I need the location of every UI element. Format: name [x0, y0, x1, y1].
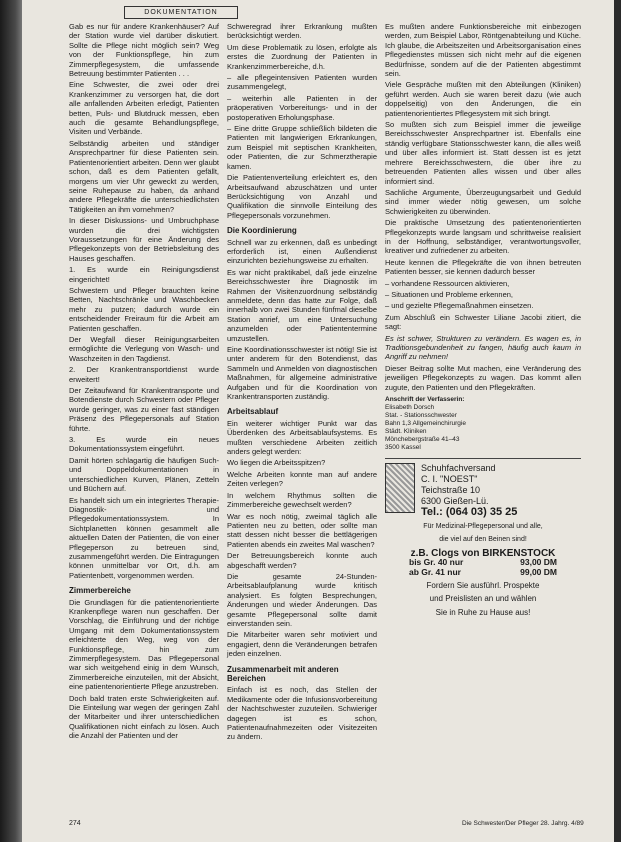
paragraph: 2. Der Krankentransportdienst wurde erweitert! — [69, 365, 219, 384]
ad-tagline: die viel auf den Beinen sind! — [439, 536, 527, 544]
paragraph: Es mußten andere Funktionsbereiche mit einbezogen werden, zum Beispiel Labor, Röntgenabteilung und Küche. Ich glaube, die Arbeitszeiten und Arbeitsorganisation eines Pflegedienstes müssen sich nicht mehr auf die eigenen Bedürfnisse, sondern auf die der Patienten abgestimmt sein. — [385, 22, 581, 79]
paragraph: Eine Koordinationsschwester ist nötig! Sie ist unter anderem für den Botendienst, das Sammeln und Anmelden von diagnostischen Maßnahmen, für allgemeine administrative Aufgaben und für die Koordination von Krankentransporten zuständig. — [227, 345, 377, 402]
paragraph: Die Grundlagen für die patientenorientierte Krankenpflege waren nun geschaffen. Der Vorschlag, die Einführung und der richtige Umgang mit dem Dokumentationssystem erleichterte den Weg, weg von der Funktionspflege, hin zum Zimmerpflegesystem. Das Pflegepersonal war sich weitgehend einig in dem Wunsch, Zimmerbereiche einzuteilen, mit der Absicht, eine patientenorientierte Pflege anzustreben. — [69, 597, 219, 692]
paragraph: Damit hörten schlagartig die häufigen Such- und Doppeldokumentationen in unterschiedlichen Kurven, Plänen, Zetteln und Büchern auf. — [69, 455, 219, 494]
ad-telephone: Tel.: (064 03) 35 25 — [421, 506, 518, 519]
paragraph: 3. Es wurde ein neues Dokumentationssystem eingeführt. — [69, 435, 219, 454]
list-item: – vorhandene Ressourcen aktivieren, — [385, 278, 510, 288]
advertisement — [385, 458, 581, 617]
ad-closing: Fordern Sie ausführl. Prospekte — [426, 581, 540, 591]
subheading-arbeitsablauf: Arbeitsablauf — [227, 407, 279, 417]
section-header: DOKUMENTATION — [124, 6, 238, 19]
paragraph: Heute kennen die Pflegekräfte die von ihnen betreuten Patienten besser, sie kennen dadurch besser — [385, 257, 581, 277]
price-label: ab Gr. 41 nur — [409, 566, 461, 577]
paragraph: Einfach ist es noch, das Stellen der Medikamente oder die Infusionsvorbereitung der Nachtschwester zuzuteilen. Schwieriger dagegen ist es schon, Patientenaufnahmezeiten oder Visitezeiten zu ändern. — [227, 685, 377, 742]
paragraph: Die gesamte 24-Stunden-Arbeitsablaufplanung wurde kritisch analysiert. Es folgten Besprechungen, Änderungen und wieder Änderungen. Das gesamte Pflegepersonal sollte damit einverstanden sein. — [227, 571, 377, 628]
paragraph: Schnell war zu erkennen, daß es unbedingt erforderlich ist, einen Außendienst einzurichten beziehungsweise zu erhalten. — [227, 237, 377, 266]
paragraph: Der Wegfall dieser Reinigungsarbeiten ermöglichte die Verlegung von Wasch- und Waschzeiten in den Tagdienst. — [69, 335, 219, 363]
paragraph: Doch bald traten erste Schwierigkeiten auf. Die Einteilung war wegen der geringen Zahl der Mitarbeiter und ihrer unterschiedlichen Qualifikationen nicht einfach zu lösen. Auch die Anzahl der Patienten und der — [69, 693, 219, 741]
ad-line: 6300 Gießen-Lü. — [421, 496, 489, 507]
footprint-icon — [385, 463, 415, 513]
price-value: 99,00 DM — [520, 566, 557, 577]
column-2 — [227, 22, 377, 744]
paragraph: Die Patientenverteilung erleichtert es, den Arbeitsaufwand abzuschätzen und unter Berücksichtigung von Anzahl und Qualifikation die sinnvolle Einteilung des Pflegepersonals vorzunehmen. — [227, 173, 377, 220]
paragraph: Die Mitarbeiter waren sehr motiviert und engagiert, denn die Veränderungen betrafen jeden einzelnen. — [227, 630, 377, 659]
paragraph: Der Betreuungsbereich konnte auch abgeschafft werden? — [227, 551, 377, 570]
paragraph: Es war nicht praktikabel, daß jede einzelne Bereichsschwester ihre Diagnostik im Rahmen der Visitenzuordnung selbständig anmeldete, denn das hatte zur Folge, daß innerhalb von zwei Stunden fünfmal dieselbe Station anrief, um eine Untersuchung anzumelden oder Patiententermine umzustellen. — [227, 267, 377, 343]
address-line: Stat. - Stationsschwester — [385, 412, 457, 420]
ad-line: Teichstraße 10 — [421, 485, 481, 496]
paragraph: Um diese Problematik zu lösen, erfolgte als erstes die Zuordnung der Patienten in Krankenzimmerbereiche, d.h. — [227, 42, 377, 71]
price-label: bis Gr. 40 nur — [409, 557, 464, 568]
book-spine — [0, 0, 22, 842]
paragraph: 1. Es wurde ein Reinigungsdienst eingerichtet! — [69, 265, 219, 284]
list-item: – und gezielte Pflegemaßnahmen einsetzen. — [385, 301, 534, 311]
address-title: Anschrift der Verfasserin: — [385, 396, 465, 404]
journal-footer: Die Schwester/Der Pfleger 28. Jahrg. 4/89 — [462, 820, 584, 827]
document-page — [22, 0, 614, 842]
paragraph: Eine Schwester, die zwei oder drei Krankenzimmer zu versorgen hat, die dort alle anfallenden Arbeiten erledigt, Patienten betten, Puls- und Blutdruck messen, eben auch die gesamte Behandlungspflege, Visiten und Verbände. — [69, 80, 219, 137]
paragraph: Welche Arbeiten konnte man auf andere Zeiten verlegen? — [227, 469, 377, 489]
address-line: 3500 Kassel — [385, 444, 421, 452]
author-address — [385, 396, 581, 452]
list-item: – Eine dritte Gruppe schließlich bildeten die Patienten mit langwierigen Erkrankungen, zum Beispiel mit septischen Krankheiten, oder Patienten, die zur Schmerztherapie kamen. — [227, 124, 377, 171]
paragraph: In dieser Diskussions- und Umbruchphase wurden die drei wichtigsten Voraussetzungen für eine Änderung des Pflegekonzepts von der Betriebsleitung des Hauses geschaffen. — [69, 216, 219, 263]
paragraph: War es noch nötig, zweimal täglich alle Patienten neu zu betten, oder sollte man statt dessen nicht besser die bettlägerigen Patienten abends ein zweites Mal waschen? — [227, 511, 377, 549]
ad-tagline: Für Medizinal-Pflegepersonal und alle, — [423, 523, 543, 531]
quote: Es ist schwer, Strukturen zu verändern. Es wagen es, in Traditionsgebundenheit zu fangen, häufig auch kaum in Angriff zu nehmen! — [385, 333, 581, 362]
subheading-koordinierung: Die Koordinierung — [227, 226, 297, 236]
paragraph: In welchem Rhythmus sollten die Zimmerbereiche gewechselt werden? — [227, 490, 377, 510]
list-item: – weiterhin alle Patienten in der präoperativen Vorbereitungs- und in der postoperativen Erholungsphase. — [227, 93, 377, 122]
paragraph: Ein weiterer wichtiger Punkt war das Überdenken des Arbeitsablaufsystems. Es mußten verschiedene Arbeiten zeitlich anders gelegt werden: — [227, 418, 377, 457]
ad-brand: z.B. Clogs von BIRKENSTOCK — [410, 547, 556, 559]
paragraph: Zum Abschluß ein Schwester Liliane Jacobi zitiert, die sagt: — [385, 312, 581, 332]
ad-closing: und Preislisten an und wählen — [429, 594, 537, 604]
paragraph: Viele Gespräche mußten mit den Abteilungen (Kliniken) geführt werden. Auch sie waren bereit dazu (wie auch doppelseitig) von den Änderungen, die ein patientenorientiertes Pflegesystem mit sich bringt. — [385, 80, 581, 118]
address-line: Elisabeth Dorsch — [385, 404, 435, 412]
paragraph: Gab es nur für andere Krankenhäuser? Auf der Station wurde viel darüber diskutiert. Sollte die Pflege nicht möglich sein? Weg von der Funktionspflege, hin zum Zimmerpflegesystem, die umfassende Betreuung bestimmter Patienten . . . — [69, 22, 219, 79]
price-row — [385, 568, 581, 577]
paragraph: So mußten sich zum Beispiel immer die jeweilige Bereichsschwester Ansprechpartner ist. Ebenfalls eine ständig verfügbare Stationsschwester kann, die alles weiß und über alles informiert ist. Statt dessen ist es jetzt mehrere Bereichsschwestern, die über ihre zu betreuenden Patienten alles wissen und über alles informiert sind. — [385, 120, 581, 186]
paragraph: Der Zeitaufwand für Krankentransporte und Botendienste durch Schwestern oder Pfleger wurde geringer, was zu einer fast ständigen Präsenz des Pflegepersonals auf Station führte. — [69, 386, 219, 433]
column-3 — [385, 22, 581, 617]
subheading-zusammenarbeit: Zusammenarbeit mit anderen Bereichen — [227, 664, 339, 683]
address-line: Städt. Kliniken — [385, 428, 427, 436]
page-number: 274 — [69, 820, 81, 827]
address-line: Mönchebergstraße 41–43 — [385, 436, 460, 444]
paragraph: Sachliche Argumente, Überzeugungsarbeit und Geduld sind immer wieder nötig gewesen, um solche Schwierigkeiten zu überwinden. — [385, 187, 581, 216]
ad-header — [385, 463, 581, 518]
ad-closing: Sie in Ruhe zu Hause aus! — [435, 607, 531, 617]
price-value: 93,00 DM — [520, 557, 557, 568]
list-item: – Situationen und Probleme erkennen, — [385, 289, 514, 299]
ad-address — [421, 463, 517, 518]
list-item: – alle pflegeintensiven Patienten wurden zusammengelegt, — [227, 73, 377, 92]
paragraph: Dieser Beitrag sollte Mut machen, eine Veränderung des jeweiligen Pflegekonzepts zu wagen. Das kommt allen zugute, den Patienten und den Pflegekräften. — [385, 363, 581, 392]
column-1 — [69, 22, 219, 743]
ad-line: Schuhfachversand — [421, 463, 496, 474]
paragraph: Selbständig arbeiten und ständiger Ansprechpartner für diese Patienten sein. Patientenorientiert arbeiten. Denn wer glaubt schon, daß es dem Patienten gefällt, morgens um vier Uhr geweckt zu werden, seine Ruhepause zu haben, da anhand andere Pflegekräfte die unterschiedlichsten Tätigkeiten an ihm vornehmen? — [69, 138, 219, 214]
subheading-zimmerbereiche: Zimmerbereiche — [69, 586, 131, 596]
ad-line: C. I. "NOEST" — [421, 474, 478, 485]
paragraph: Es handelt sich um ein integriertes Therapie-Diagnostik- und Pflegedokumentationssystem. In Sichtplanetten können gesammelt alle aktuellen Daten der Patienten, die von einer Pflegeperson zu betreuen sind, zusammengeführt werden. Die Eintragungen können unmittelbar vor Ort, d.h. am Patientenbett, vorgenommen werden. — [69, 495, 219, 580]
paragraph: Die praktische Umsetzung des patientenorientierten Pflegekonzepts wurde langsam und schrittweise realisiert in der Hoffnung, selbständiger, verantwortungsvoller, kreativer und zufriedener zu arbeiten. — [385, 218, 581, 256]
paragraph: Schweregrad ihrer Erkrankung mußten berücksichtigt werden. — [227, 22, 377, 41]
paragraph: Schwestern und Pfleger brauchten keine Betten, Nachtschränke und Waschbecken mehr zu putzen; dadurch wurde ein entscheidender Freiraum für die Arbeit am Patienten geschaffen. — [69, 285, 219, 333]
paragraph: Wo liegen die Arbeitsspitzen? — [227, 458, 326, 468]
address-line: Bahn 1,3 Allgemeinchirurgie — [385, 420, 466, 428]
